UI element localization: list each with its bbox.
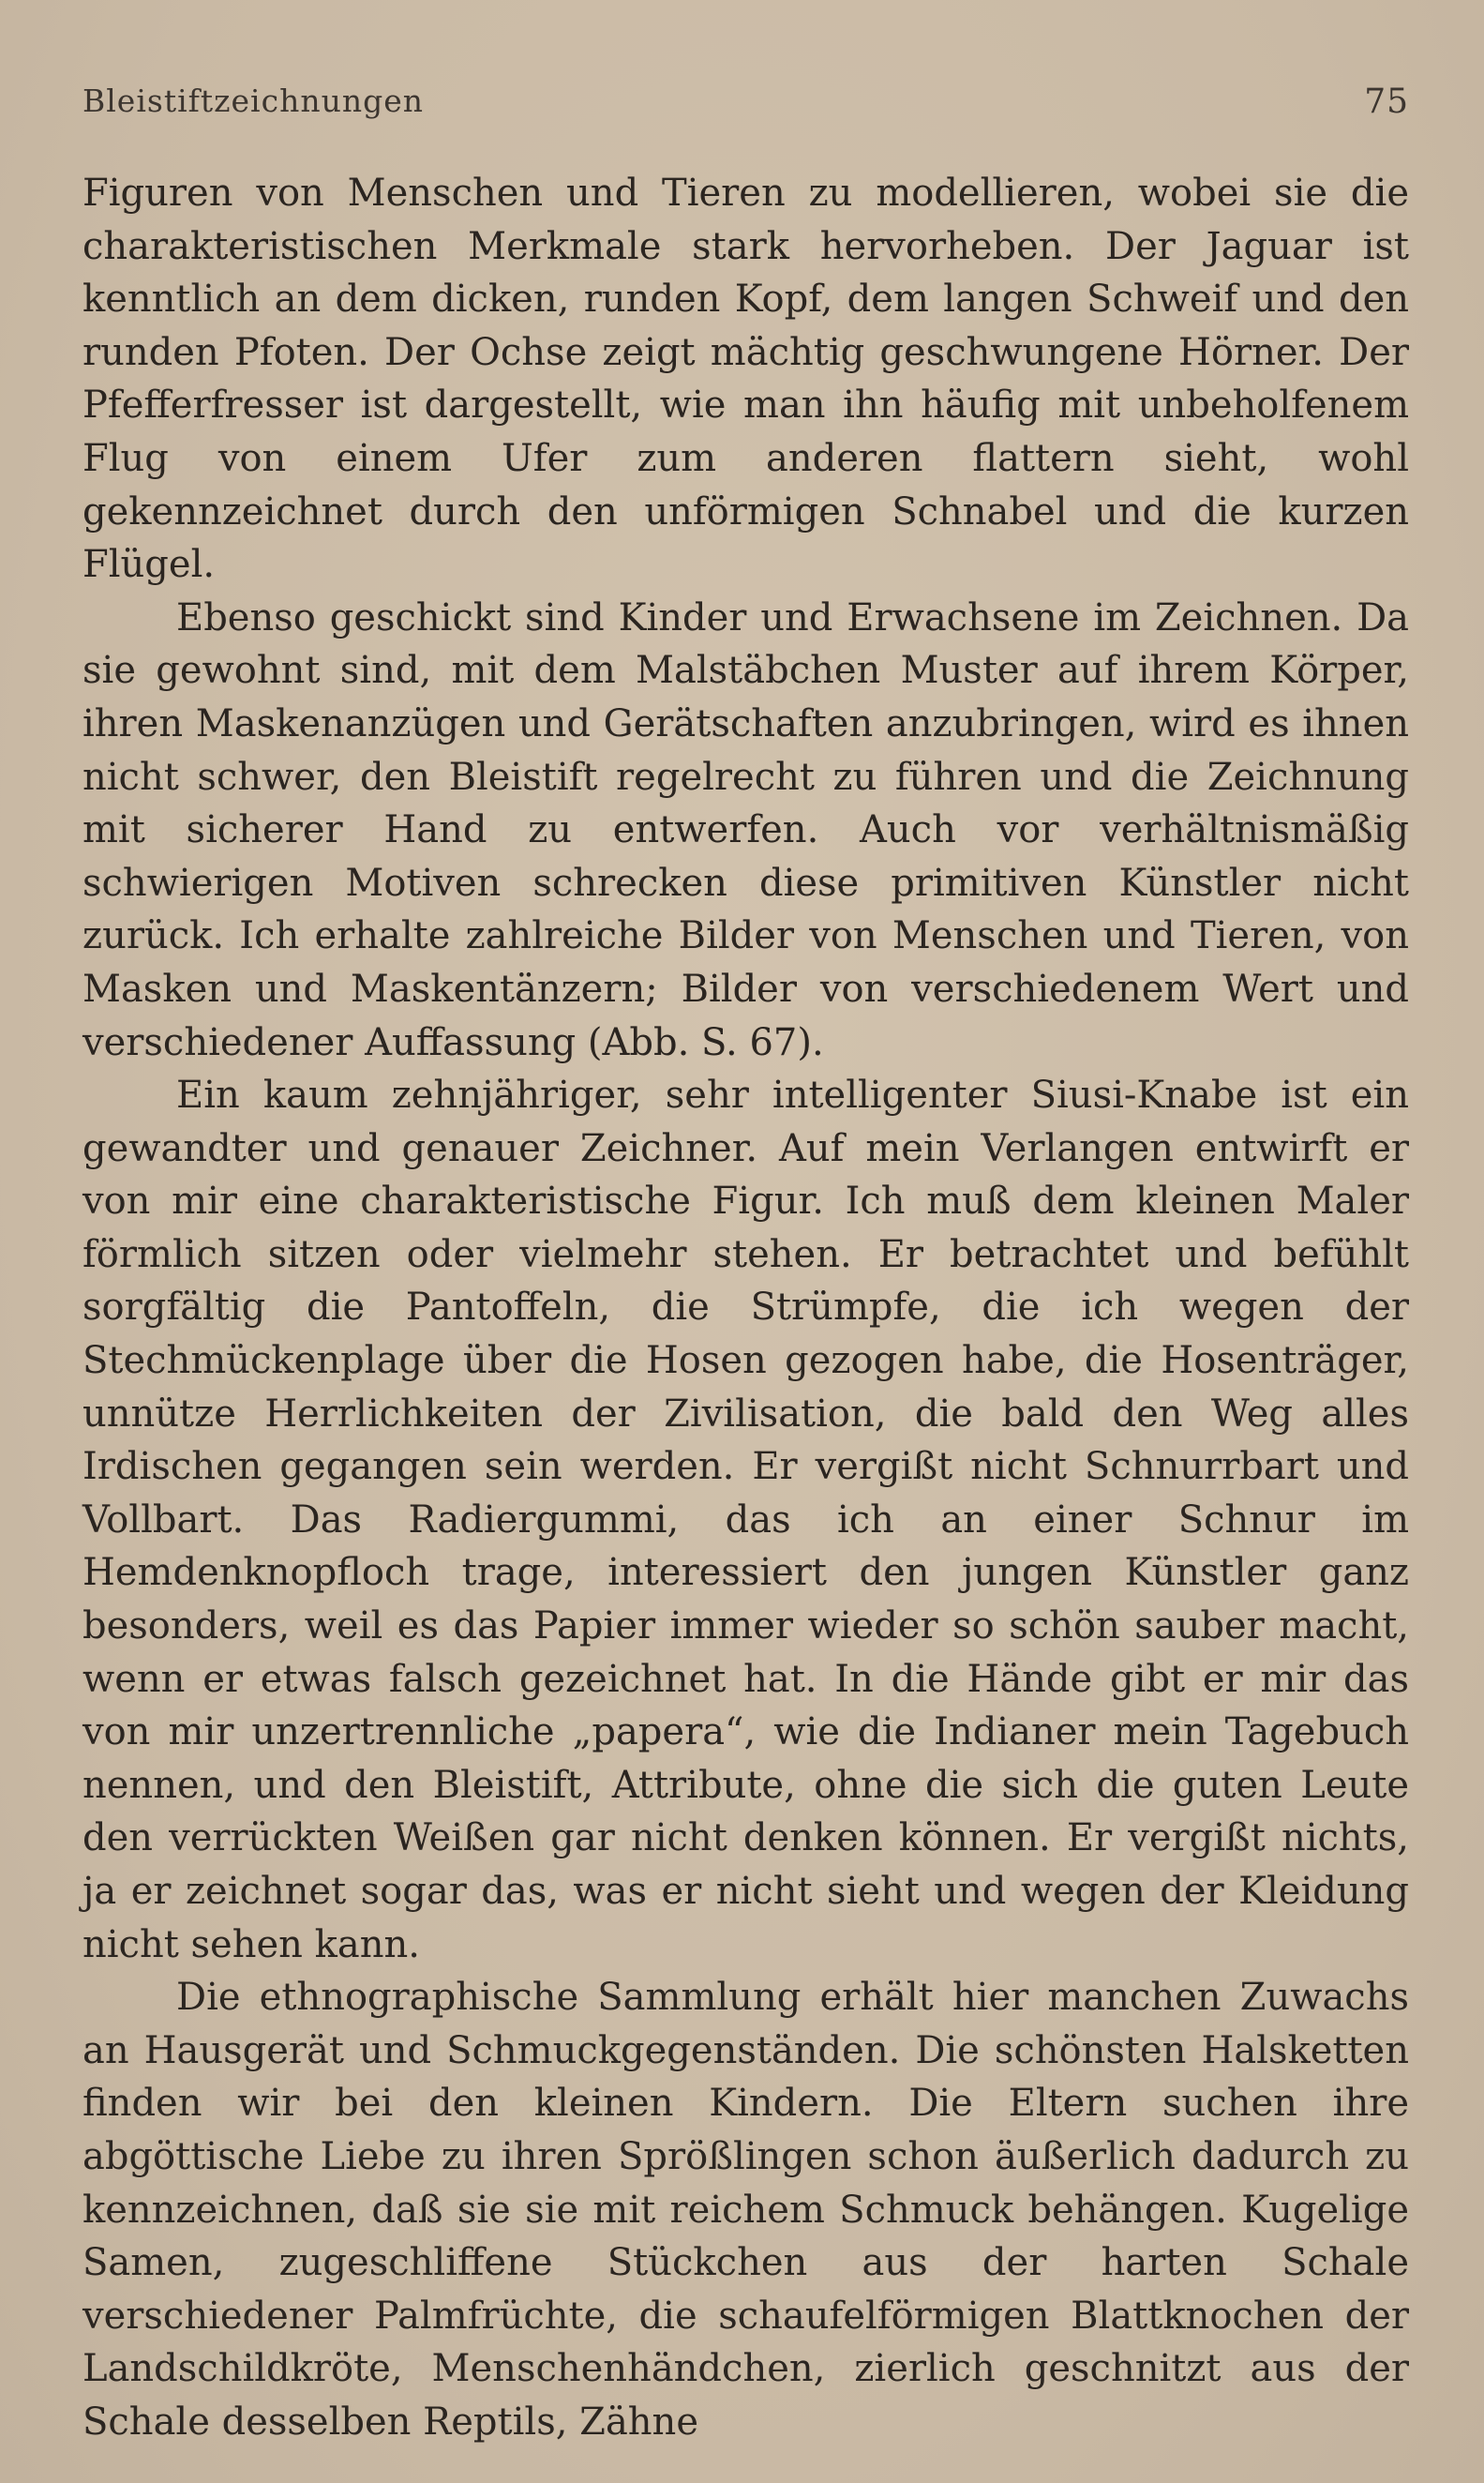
paragraph-4: Die ethnographische Sammlung erhält hier manchen Zuwachs an Hausgerät und Schmuckgegenständen. Die schönsten Halsketten finden wir bei den kleinen Kindern. Die Eltern suchen ihre abgöttische Liebe zu ihren Sprößlingen schon äußerlich dadurch zu kennzeichnen, daß sie sie mit reichem Schmuck behängen. Kugelige Samen, zugeschliffene Stückchen aus der harten Schale verschiedener Palmfrüchte, die schaufelförmigen Blattknochen der Landschildkröte, Menschenhändchen, zierlich geschnitzt aus der Schale desselben Reptils, Zähne [82,1976,1409,2444]
running-head-title: Bleistiftzeichnungen [82,83,424,119]
running-head [82,83,1409,129]
page-number: 75 [1364,83,1409,121]
paragraph-2: Ebenso geschickt sind Kinder und Erwachsene im Zeichnen. Da sie gewohnt sind, mit dem Malstäbchen Muster auf ihrem Körper, ihren Maskenanzügen und Gerätschaften anzubringen, wird es ihnen nicht schwer, den Bleistift regelrecht zu führen und die Zeichnung mit sicherer Hand zu entwerfen. Auch vor verhältnismäßig schwierigen Motiven schrecken diese primitiven Künstler nicht zurück. Ich erhalte zahlreiche Bilder von Menschen und Tieren, von Masken und Maskentänzern; Bilder von verschiedenem Wert und verschiedener Auffassung (Abb. S. 67). [82,595,1409,1064]
paragraph-1: Figuren von Menschen und Tieren zu modellieren, wobei sie die charakteristischen Merkmale stark hervorheben. Der Jaguar ist kenntlich an dem dicken, runden Kopf, dem langen Schweif und den runden Pfoten. Der Ochse zeigt mächtig geschwungene Hörner. Der Pfefferfresser ist dargestellt, wie man ihn häufig mit unbeholfenem Flug von einem Ufer zum anderen flattern sieht, wohl gekennzeichnet durch den unförmigen Schnabel und die kurzen Flügel. [82,172,1409,587]
body-text [82,167,1409,2449]
paragraph-3: Ein kaum zehnjähriger, sehr intelligenter Siusi-Knabe ist ein gewandter und genauer Zeichner. Auf mein Verlangen entwirft er von mir eine charakteristische Figur. Ich muß dem kleinen Maler förmlich sitzen oder vielmehr stehen. Er betrachtet und befühlt sorgfältig die Pantoffeln, die Strümpfe, die ich wegen der Stechmückenplage über die Hosen gezogen habe, die Hosenträger, unnütze Herrlichkeiten der Zivilisation, die bald den Weg alles Irdischen gegangen sein werden. Er vergißt nicht Schnurrbart und Vollbart. Das Radiergummi, das ich an einer Schnur im Hemdenknopfloch trage, interessiert den jungen Künstler ganz besonders, weil es das Papier immer wieder so schön sauber macht, wenn er etwas falsch gezeichnet hat. In die Hände gibt er mir das von mir unzertrennliche „papera“, wie die Indianer mein Tagebuch nennen, und den Bleistift, Attribute, ohne die sich die guten Leute den verrückten Weißen gar nicht denken können. Er vergißt nichts, ja er zeichnet sogar das, was er nicht sieht und wegen der Kleidung nicht sehen kann. [82,1074,1409,1966]
